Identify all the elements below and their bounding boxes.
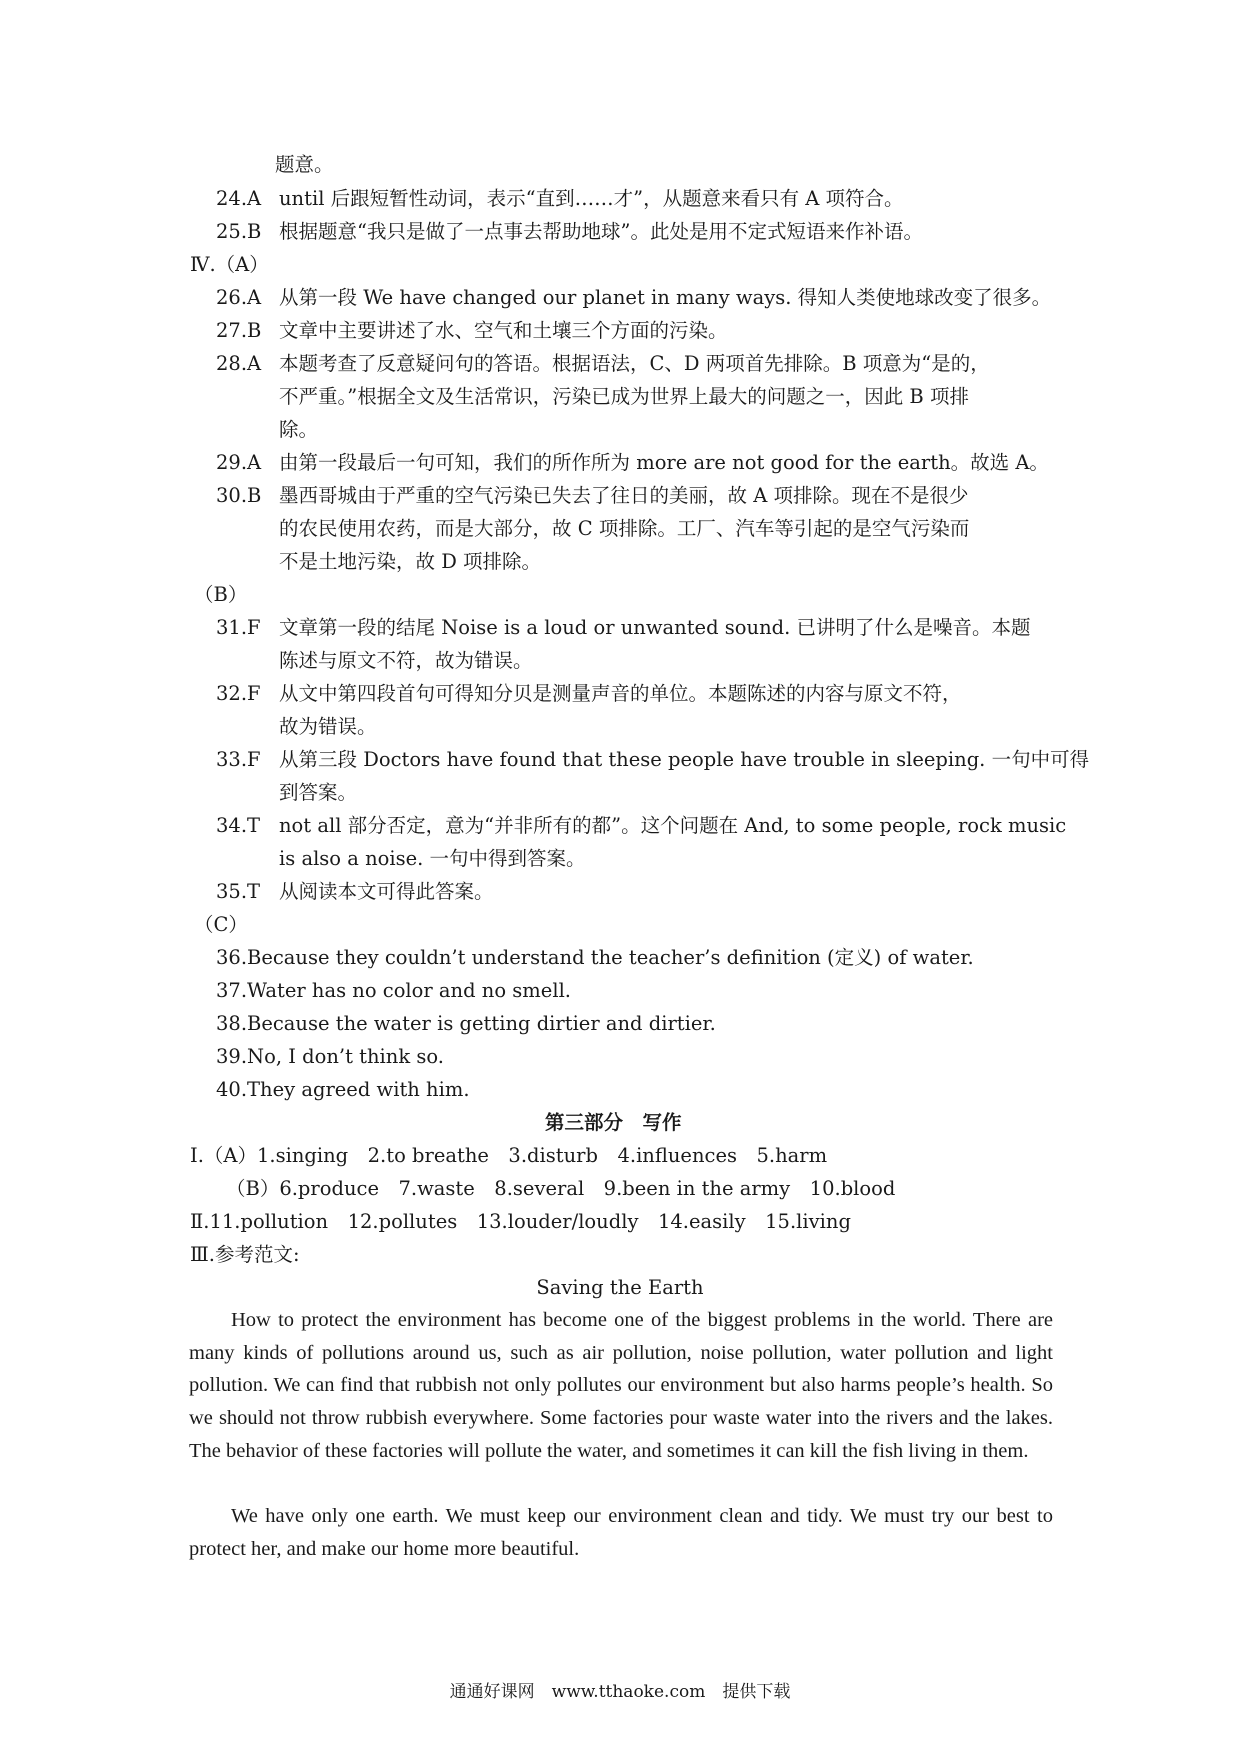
answer-26 bbox=[216, 283, 1051, 313]
answer-text: 文章第一段的结尾 Noise is a loud or unwanted sound. 已讲明了什么是噪音。本题 bbox=[279, 616, 1031, 639]
answer-number: 26.A bbox=[216, 286, 262, 309]
answer-text: 从第一段 We have changed our planet in many ways. 得知人类使地球改变了很多。 bbox=[279, 286, 1052, 309]
answer-number: 24.A bbox=[216, 187, 262, 210]
essay-paragraph-1: How to protect the environment has become one of the biggest problems in the world. There are many kinds of pollutions around us, such as air pollution, noise pollution, water pollution and light pollution. We can find that rubbish not only pollutes our environment but also harms people’s health. So we should not throw rubbish everywhere. Some factories pour waste water into the rivers and the lakes. The behavior of these factories will pollute the water, and sometimes it can kill the fish living in them. bbox=[189, 1309, 1053, 1462]
answer-30-line-2: 的农民使用农药，而是大部分，故 C 项排除。工厂、汽车等引起的是空气污染而 bbox=[279, 517, 970, 540]
answer-34 bbox=[216, 811, 1066, 841]
part-3-i-a: Ⅰ.（A）1.singing 2.to breathe 3.disturb 4.influences 5.harm bbox=[190, 1144, 828, 1167]
answer-text: until 后跟短暂性动词，表示“直到……才”，从题意来看只有 A 项符合。 bbox=[279, 187, 904, 210]
section-iv-c-label: （C） bbox=[194, 913, 248, 936]
section-iv-a-label: Ⅳ.（A） bbox=[190, 253, 269, 276]
answer-35 bbox=[216, 877, 494, 907]
answer-32-line-2: 故为错误。 bbox=[279, 715, 377, 738]
answer-number: 32.F bbox=[216, 682, 261, 705]
answer-text: 从文中第四段首句可得知分贝是测量声音的单位。本题陈述的内容与原文不符， bbox=[279, 682, 962, 705]
answer-33-line-2: 到答案。 bbox=[279, 781, 358, 804]
answer-number: 28.A bbox=[216, 352, 262, 375]
answer-text: 从阅读本文可得此答案。 bbox=[279, 880, 494, 903]
answer-text: 从第三段 Doctors have found that these people have trouble in sleeping. 一句中可得 bbox=[279, 748, 1090, 771]
answer-37: 37.Water has no color and no smell. bbox=[216, 979, 571, 1002]
answer-33 bbox=[216, 745, 1089, 775]
answer-number: 33.F bbox=[216, 748, 261, 771]
answer-36: 36.Because they couldn’t understand the teacher’s definition (定义) of water. bbox=[216, 946, 974, 969]
answer-text: 墨西哥城由于严重的空气污染已失去了往日的美丽，故 A 项排除。现在不是很少 bbox=[279, 484, 969, 507]
answer-30 bbox=[216, 481, 968, 511]
answer-text: 根据题意“我只是做了一点事去帮助地球”。此处是用不定式短语来作补语。 bbox=[279, 220, 923, 243]
answer-text: 文章中主要讲述了水、空气和土壤三个方面的污染。 bbox=[279, 319, 728, 342]
part-3-heading: 第三部分 写作 bbox=[545, 1111, 682, 1134]
answer-31 bbox=[216, 613, 1031, 643]
part-3-iii: Ⅲ.参考范文: bbox=[190, 1243, 300, 1266]
answer-39: 39.No, I don’t think so. bbox=[216, 1045, 444, 1068]
essay-title: Saving the Earth bbox=[536, 1276, 704, 1299]
answer-24 bbox=[216, 184, 904, 214]
answer-number: 35.T bbox=[216, 880, 261, 903]
answer-27 bbox=[216, 316, 728, 346]
answer-number: 29.A bbox=[216, 451, 262, 474]
page-footer: 通通好课网 www.tthaoke.com 提供下载 bbox=[449, 1682, 791, 1702]
answer-28-line-3: 除。 bbox=[279, 418, 319, 441]
section-iv-b-label: （B） bbox=[194, 583, 248, 606]
answer-40: 40.They agreed with him. bbox=[216, 1078, 470, 1101]
essay-paragraph-2: We have only one earth. We must keep our environment clean and tidy. We must try our best to protect her, and make our home more beautiful. bbox=[189, 1505, 1053, 1560]
answer-30-line-3: 不是土地污染，故 D 项排除。 bbox=[279, 550, 542, 573]
answer-text: 由第一段最后一句可知，我们的所作所为 more are not good for the earth。故选 A。 bbox=[279, 451, 1049, 474]
part-3-ii: Ⅱ.11.pollution 12.pollutes 13.louder/loudly 14.easily 15.living bbox=[190, 1210, 851, 1233]
answer-23-continuation: 题意。 bbox=[275, 153, 334, 176]
answer-29 bbox=[216, 448, 1049, 478]
answer-number: 31.F bbox=[216, 616, 261, 639]
answer-text: not all 部分否定，意为“并非所有的都”。这个问题在 And, to some people, rock music bbox=[279, 814, 1067, 837]
answer-number: 27.B bbox=[216, 319, 262, 342]
answer-number: 25.B bbox=[216, 220, 262, 243]
answer-28-line-2: 不严重。”根据全文及生活常识，污染已成为世界上最大的问题之一，因此 B 项排 bbox=[279, 385, 969, 408]
answer-25 bbox=[216, 217, 923, 247]
answer-text: 本题考查了反意疑问句的答语。根据语法，C、D 两项首先排除。B 项意为“是的， bbox=[279, 352, 990, 375]
answer-number: 30.B bbox=[216, 484, 262, 507]
part-3-i-b: （B）6.produce 7.waste 8.several 9.been in the army 10.blood bbox=[226, 1177, 896, 1200]
answer-32 bbox=[216, 679, 962, 709]
answer-28 bbox=[216, 349, 990, 379]
answer-34-line-2: is also a noise. 一句中得到答案。 bbox=[279, 847, 586, 870]
answer-38: 38.Because the water is getting dirtier and dirtier. bbox=[216, 1012, 716, 1035]
answer-31-line-2: 陈述与原文不符，故为错误。 bbox=[279, 649, 533, 672]
answer-number: 34.T bbox=[216, 814, 261, 837]
